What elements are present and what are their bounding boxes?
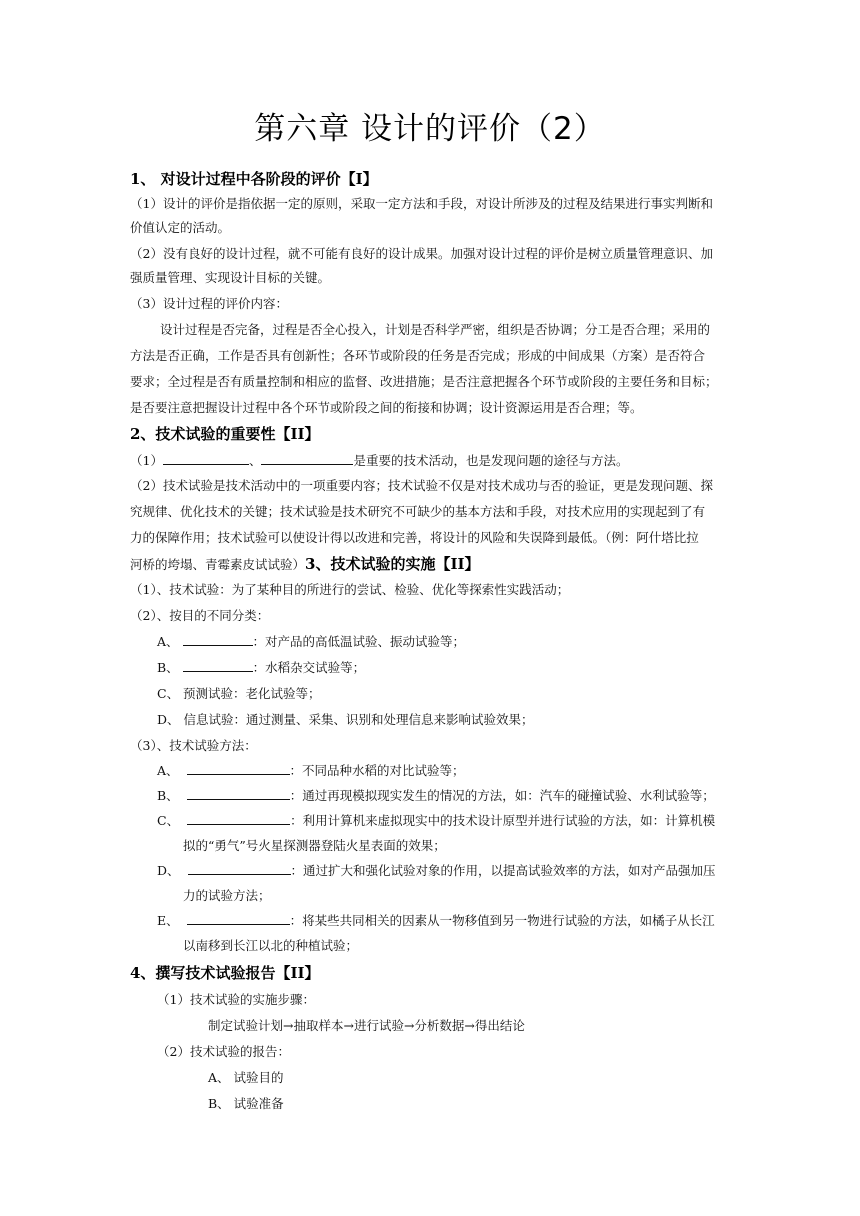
s3-class-a-text: ：对产品的高低温试验、振动试验等；: [252, 634, 466, 649]
s2-para-1-prefix: （1）: [130, 453, 163, 468]
s3-method-c-label: C、: [157, 813, 180, 828]
s3-method-b-label: B、: [157, 788, 179, 803]
fill-blank: [187, 760, 290, 775]
s2-para-1-sep: 、: [248, 453, 262, 468]
s3-method-d-line-2: 力的试验方法；: [183, 888, 271, 903]
s2-para-2-line-4: [130, 552, 480, 577]
s3-class-c: C、 预测试验：老化试验等；: [157, 686, 321, 701]
fill-blank: [261, 450, 353, 465]
s3-method-e-text: ：将某些共同相关的因素从一物移值到另一物进行试验的方法，如橘子从长江: [289, 913, 715, 928]
s3-method-d: [157, 859, 716, 883]
section-3-heading: 3、技术试验的实施【II】: [305, 555, 480, 573]
s3-method-d-text: ：通过扩大和强化试验对象的作用，以提高试验效率的方法，如对产品强加压: [290, 863, 716, 878]
fill-blank: [187, 810, 290, 825]
fill-blank: [183, 631, 253, 646]
s4-para-2: （2）技术试验的报告：: [157, 1044, 290, 1059]
s3-class-a-label: A、: [157, 634, 179, 649]
s1-content-line-1: 设计过程是否完备，过程是否全心投入，计划是否科学严密，组织是否协调；分工是否合理；采用的: [160, 322, 711, 337]
s1-para-3: （3）设计过程的评价内容：: [130, 296, 288, 311]
section-2-heading: 2、技术试验的重要性【II】: [130, 425, 320, 443]
fill-blank: [187, 785, 290, 800]
section-1-heading: 1、 对设计过程中各阶段的评价【I】: [130, 170, 378, 188]
s3-class-b-label: B、: [157, 660, 179, 675]
s2-para-1-suffix: 是重要的技术活动，也是发现问题的途径与方法。: [353, 453, 629, 468]
s2-para-2-line-1: （2）技术试验是技术活动中的一项重要内容；技术试验不仅是对技术成功与否的验证，更是发现问题、探: [130, 478, 713, 493]
s3-method-c-text: ：利用计算机来虚拟现实中的技术设计原型并进行试验的方法，如：计算机模: [290, 813, 716, 828]
s1-para-2-line-2: 强质量管理、实现设计目标的关键。: [130, 270, 331, 285]
s3-method-c: [157, 809, 715, 833]
s2-para-1: [130, 449, 628, 473]
s3-method-b: [157, 784, 715, 808]
s1-content-line-3: 要求；全过程是否有质量控制和相应的监督、改进措施；是否注意把握各个环节或阶段的主要任务和目标；: [130, 374, 718, 389]
s2-para-2-line-3: 力的保障作用；技术试验可以使设计得以改进和完善，将设计的风险和失误降到最低。（例：阿什塔比拉: [130, 530, 699, 545]
s1-para-2-line-1: （2）没有良好的设计过程，就不可能有良好的设计成果。加强对设计过程的评价是树立质量管理意识、加: [130, 246, 713, 261]
s3-para-3: （3）、技术试验方法：: [130, 738, 257, 753]
s4-steps: 制定试验计划→抽取样本→进行试验→分析数据→得出结论: [208, 1018, 525, 1033]
s1-content-line-4: 是否要注意把握设计过程中各个环节或阶段之间的衔接和协调；设计资源运用是否合理；等。: [130, 400, 643, 415]
s3-para-1: （1）、技术试验：为了某种目的所进行的尝试、检验、优化等探索性实践活动；: [130, 582, 570, 597]
s1-para-1-line-1: （1）设计的评价是指依据一定的原则，采取一定方法和手段，对设计所涉及的过程及结果进行事实判断和: [130, 196, 713, 211]
s4-report-a: A、 试验目的: [208, 1070, 284, 1085]
fill-blank: [163, 450, 249, 465]
s3-method-a: [157, 759, 465, 783]
s3-class-d: D、 信息试验：通过测量、采集、识别和处理信息来影响试验效果；: [157, 712, 534, 727]
s2-para-2-line-4-text: 河桥的垮塌、青霉素皮试试验）: [130, 557, 306, 572]
s1-content-line-2: 方法是否正确，工作是否具有创新性；各环节或阶段的任务是否完成；形成的中间成果（方案）是否符合: [130, 348, 706, 363]
s3-class-b: [157, 656, 365, 680]
s3-method-d-label: D、: [157, 863, 180, 878]
section-4-heading: 4、撰写技术试验报告【II】: [130, 964, 320, 982]
fill-blank: [187, 910, 290, 925]
s3-method-b-text: ：通过再现模拟现实发生的情况的方法，如：汽车的碰撞试验、水利试验等；: [289, 788, 715, 803]
s3-method-c-line-2: 拟的“勇气”号火星探测器登陆火星表面的效果；: [183, 838, 446, 853]
s2-para-2-line-2: 究规律、优化技术的关键；技术试验是技术研究不可缺少的基本方法和手段，对技术应用的实现起到了有: [130, 504, 706, 519]
fill-blank: [183, 657, 253, 672]
fill-blank: [188, 860, 291, 875]
page-title: 第六章 设计的评价（2）: [254, 111, 606, 147]
s3-class-a: [157, 630, 465, 654]
s3-method-e-line-2: 以南移到长江以北的种植试验；: [183, 938, 359, 953]
s4-report-b: B、 试验准备: [208, 1096, 284, 1111]
s3-method-e-label: E、: [157, 913, 179, 928]
s3-para-2: （2）、按目的不同分类：: [130, 608, 270, 623]
s4-para-1: （1）技术试验的实施步骤：: [157, 992, 315, 1007]
s3-class-b-text: ：水稻杂交试验等；: [252, 660, 366, 675]
s3-method-e: [157, 909, 715, 933]
s3-method-a-text: ：不同品种水稻的对比试验等；: [289, 763, 465, 778]
s3-method-a-label: A、: [157, 763, 179, 778]
s1-para-1-line-2: 价值认定的活动。: [130, 220, 231, 235]
